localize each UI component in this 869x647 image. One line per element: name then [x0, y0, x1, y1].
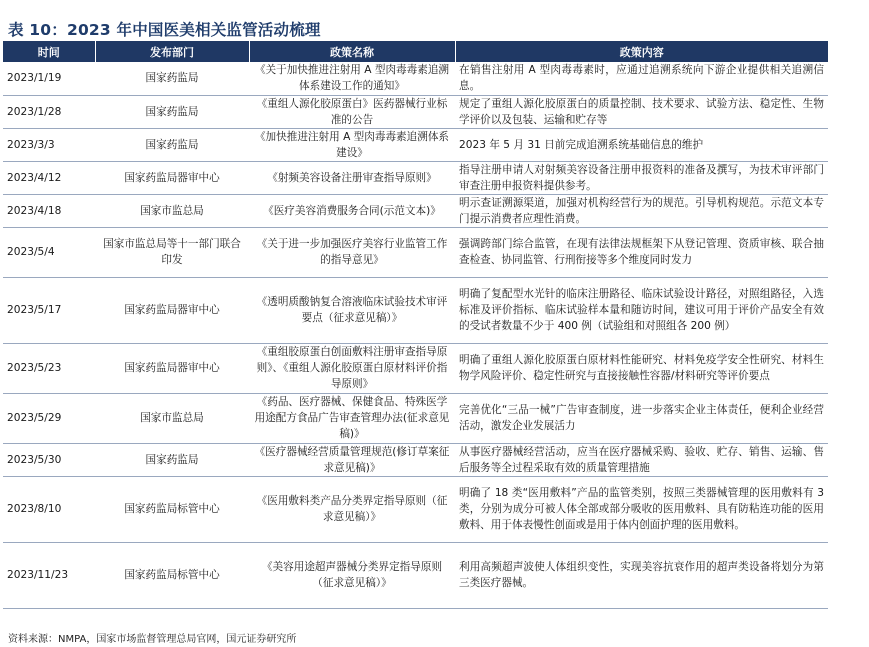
cell-date: 2023/5/17	[3, 277, 95, 343]
table-row	[3, 128, 828, 161]
cell-policy-content: 完善优化“三品一械”广告审查制度，进一步落实企业主体责任，便利企业经营活动，激发企业发展活力	[455, 393, 828, 443]
table-body	[3, 62, 828, 608]
page-title: 表 10：2023 年中国医美相关监管活动梳理	[8, 21, 321, 39]
cell-policy-content: 从事医疗器械经营活动，应当在医疗器械采购、验收、贮存、销售、运输、售后服务等全过程采取有效的质量管理措施	[455, 443, 828, 476]
cell-department: 国家药监局	[95, 128, 249, 161]
cell-department: 国家药监局	[95, 62, 249, 95]
table-header	[3, 41, 828, 62]
cell-policy-name: 《透明质酸钠复合溶液临床试验技术审评要点（征求意见稿）》	[249, 277, 455, 343]
table-row	[3, 277, 828, 343]
header-date: 时间	[3, 41, 95, 62]
cell-department: 国家市监总局等十一部门联合印发	[95, 227, 249, 277]
cell-date: 2023/5/30	[3, 443, 95, 476]
cell-policy-name: 《医疗美容消费服务合同(示范文本)》	[249, 194, 455, 227]
policy-table	[3, 41, 828, 609]
table-row	[3, 95, 828, 128]
cell-date: 2023/5/23	[3, 343, 95, 393]
table-row	[3, 393, 828, 443]
table-row	[3, 62, 828, 95]
cell-department: 国家市监总局	[95, 393, 249, 443]
source-note: 资料来源：NMPA，国家市场监督管理总局官网，国元证券研究所	[8, 634, 297, 645]
cell-policy-content: 明示查证溯源渠道，加强对机构经营行为的规范。引导机构规范。示范文本专门提示消费者应理性消费。	[455, 194, 828, 227]
cell-policy-content: 2023 年 5 月 31 日前完成追溯系统基础信息的维护	[455, 128, 828, 161]
cell-policy-content: 明确了复配型水光针的临床注册路径、临床试验设计路径，对照组路径，入选标准及评价指标、临床试验样本量和随访时间，建议可用于评价产品安全有效的受试者数量不少于 400 例（试验组和对照组各 200 例）	[455, 277, 828, 343]
cell-date: 2023/1/28	[3, 95, 95, 128]
cell-date: 2023/11/23	[3, 542, 95, 608]
cell-department: 国家药监局器审中心	[95, 343, 249, 393]
cell-department: 国家药监局	[95, 443, 249, 476]
cell-policy-name: 《关于进一步加强医疗美容行业监管工作的指导意见》	[249, 227, 455, 277]
cell-policy-content: 明确了 18 类“医用敷料”产品的监管类别，按照三类器械管理的医用敷料有 3 类，分别为成分可被人体全部或部分吸收的医用敷料、具有防粘连功能的医用敷料、用于体表慢性创面或是用于体内创面护理的医用敷料。	[455, 476, 828, 542]
cell-date: 2023/4/12	[3, 161, 95, 194]
table-row	[3, 542, 828, 608]
table-row	[3, 476, 828, 542]
cell-policy-content: 明确了重组人源化胶原蛋白原材料性能研究、材料免疫学安全性研究、材料生物学风险评价、稳定性研究与直接接触性容器/材料研究等评价要点	[455, 343, 828, 393]
table-header-row	[3, 41, 828, 62]
table-row	[3, 227, 828, 277]
header-policy-content: 政策内容	[455, 41, 828, 62]
table-row	[3, 443, 828, 476]
cell-policy-name: 《医用敷料类产品分类界定指导原则（征求意见稿）》	[249, 476, 455, 542]
cell-policy-name: 《关于加快推进注射用 A 型肉毒毒素追溯体系建设工作的通知》	[249, 62, 455, 95]
cell-department: 国家市监总局	[95, 194, 249, 227]
cell-policy-content: 在销售注射用 A 型肉毒毒素时，应通过追溯系统向下游企业提供相关追溯信息。	[455, 62, 828, 95]
cell-date: 2023/8/10	[3, 476, 95, 542]
cell-policy-content: 指导注册申请人对射频美容设备注册申报资料的准备及撰写，为技术审评部门审查注册申报资料提供参考。	[455, 161, 828, 194]
cell-policy-name: 《重组人源化胶原蛋白》医药器械行业标准的公告	[249, 95, 455, 128]
cell-date: 2023/3/3	[3, 128, 95, 161]
header-policy-name: 政策名称	[249, 41, 455, 62]
cell-department: 国家药监局标管中心	[95, 542, 249, 608]
cell-policy-name: 《药品、医疗器械、保健食品、特殊医学用途配方食品广告审查管理办法(征求意见稿)》	[249, 393, 455, 443]
header-department: 发布部门	[95, 41, 249, 62]
table-row	[3, 343, 828, 393]
cell-date: 2023/5/29	[3, 393, 95, 443]
cell-date: 2023/1/19	[3, 62, 95, 95]
cell-date: 2023/5/4	[3, 227, 95, 277]
cell-policy-name: 《医疗器械经营质量管理规范(修订草案征求意见稿)》	[249, 443, 455, 476]
table-row	[3, 194, 828, 227]
cell-policy-name: 《加快推进注射用 A 型肉毒毒素追溯体系建设》	[249, 128, 455, 161]
cell-policy-name: 《美容用途超声器械分类界定指导原则（征求意见稿）》	[249, 542, 455, 608]
cell-department: 国家药监局器审中心	[95, 161, 249, 194]
cell-department: 国家药监局	[95, 95, 249, 128]
cell-policy-content: 利用高频超声波使人体组织变性，实现美容抗衰作用的超声类设备将划分为第三类医疗器械。	[455, 542, 828, 608]
cell-policy-name: 《重组胶原蛋白创面敷料注册审查指导原则》、《重组人源化胶原蛋白原材料评价指导原则》	[249, 343, 455, 393]
cell-department: 国家药监局器审中心	[95, 277, 249, 343]
cell-department: 国家药监局标管中心	[95, 476, 249, 542]
cell-policy-name: 《射频美容设备注册审查指导原则》	[249, 161, 455, 194]
cell-date: 2023/4/18	[3, 194, 95, 227]
table-row	[3, 161, 828, 194]
cell-policy-content: 强调跨部门综合监管，在现有法律法规框架下从登记管理、资质审核、联合抽查检查、协同监管、行刑衔接等多个维度同时发力	[455, 227, 828, 277]
cell-policy-content: 规定了重组人源化胶原蛋白的质量控制、技术要求、试验方法、稳定性、生物学评价以及包装、运输和贮存等	[455, 95, 828, 128]
